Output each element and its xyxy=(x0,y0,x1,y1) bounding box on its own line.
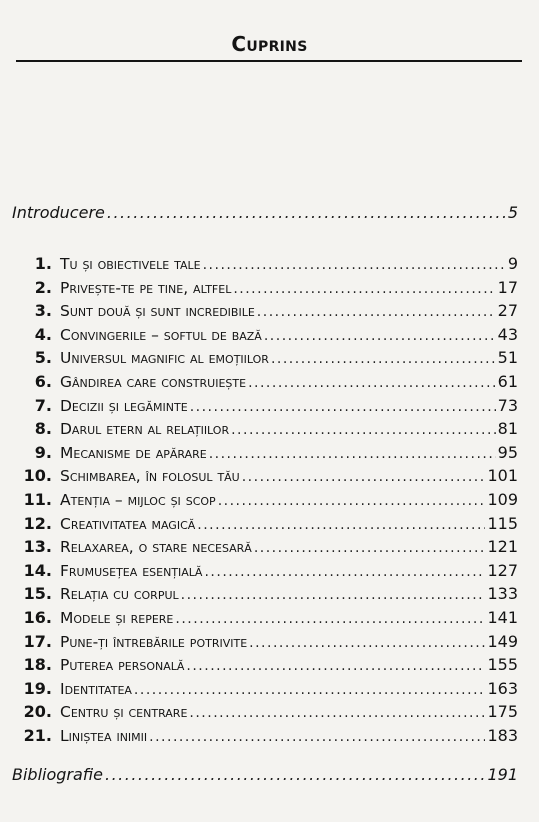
chapter-number: 17. xyxy=(23,631,52,651)
chapter-page: 109 xyxy=(487,490,518,509)
chapter-number: 11. xyxy=(23,490,52,509)
toc-entry-chapter xyxy=(22,679,518,698)
toc-entry-chapter xyxy=(22,419,518,438)
dot-leader xyxy=(190,399,496,415)
chapter-page: 73 xyxy=(497,395,518,415)
toc-entry-chapter xyxy=(22,325,518,344)
dot-leader xyxy=(105,765,485,784)
dot-leader xyxy=(189,705,485,721)
chapter-page: 17 xyxy=(497,277,518,297)
chapter-page: 155 xyxy=(487,655,518,675)
chapter-title: Puterea personală xyxy=(60,656,185,675)
dot-leader xyxy=(248,375,496,391)
chapter-title: Gândirea care construiește xyxy=(60,373,247,391)
toc-entry-chapter xyxy=(22,301,518,320)
dot-leader xyxy=(254,540,486,556)
chapter-title: Schimbarea, în folosul tău xyxy=(60,467,240,486)
chapter-number: 2. xyxy=(34,277,52,297)
chapter-title: Creativitatea magică xyxy=(60,514,196,533)
dot-leader xyxy=(181,587,486,603)
chapter-number: 15. xyxy=(23,584,52,604)
toc-entry-chapter xyxy=(22,396,518,415)
chapter-title: Pune-ți întrebările potrivite xyxy=(60,632,248,651)
dot-leader xyxy=(209,446,496,462)
dot-leader xyxy=(186,658,485,674)
chapter-number: 19. xyxy=(23,678,52,698)
chapter-title: Liniștea inimii xyxy=(60,727,148,745)
chapter-number: 20. xyxy=(23,702,52,722)
chapter-number: 5. xyxy=(34,348,52,368)
chapter-page: 43 xyxy=(497,324,518,344)
chapter-page: 9 xyxy=(507,254,518,273)
chapter-page: 95 xyxy=(497,442,518,462)
chapter-number: 14. xyxy=(23,560,52,580)
chapter-number: 12. xyxy=(23,513,52,533)
dot-leader xyxy=(197,517,485,533)
chapter-number: 13. xyxy=(23,537,52,557)
chapter-page: 175 xyxy=(487,702,518,722)
chapter-number: 10. xyxy=(23,466,52,486)
chapter-title: Convingerile – softul de bază xyxy=(60,325,262,344)
toc-entry-chapter xyxy=(22,702,518,721)
chapter-page: 61 xyxy=(497,372,518,391)
chapter-page: 101 xyxy=(487,466,518,486)
toc-entry-chapter xyxy=(22,632,518,651)
toc-entry-label: Bibliografie xyxy=(12,765,103,784)
chapter-number: 1. xyxy=(34,254,52,273)
toc-entry-bibliography xyxy=(12,765,518,784)
dot-leader xyxy=(257,304,496,320)
chapter-page: 27 xyxy=(497,301,518,321)
toc-entry-chapter xyxy=(22,278,518,297)
chapter-title: Identitatea xyxy=(60,679,132,698)
toc-entry-chapter xyxy=(22,537,518,556)
page-title: Cuprins xyxy=(231,32,308,56)
chapter-title: Universul magnific al emoțiilor xyxy=(60,349,269,368)
toc-entry-chapter xyxy=(22,443,518,462)
chapter-title: Modele și repere xyxy=(60,609,174,627)
chapter-number: 4. xyxy=(34,324,52,344)
chapter-title: Sunt două și sunt incredibile xyxy=(60,302,255,321)
chapter-page: 149 xyxy=(487,631,518,651)
chapter-title: Mecanisme de apărare xyxy=(60,443,207,462)
toc-entry-chapter xyxy=(22,372,518,391)
chapter-title: Decizii și legăminte xyxy=(60,396,188,415)
dot-leader xyxy=(149,729,485,745)
toc-entry-chapter xyxy=(22,254,518,273)
chapter-title: Frumusețea esențială xyxy=(60,561,203,580)
chapter-page: 121 xyxy=(487,537,518,557)
chapter-page: 127 xyxy=(487,560,518,580)
chapter-title: Relaxarea, o stare necesară xyxy=(60,538,252,557)
chapter-title: Relația cu corpul xyxy=(60,585,179,604)
toc-entry-chapter xyxy=(22,348,518,367)
chapter-title: Darul etern al relațiilor xyxy=(60,420,230,439)
toc-entry-chapter xyxy=(22,561,518,580)
toc-entry-introduction xyxy=(12,203,518,222)
toc-entry-chapter xyxy=(22,608,518,627)
dot-leader xyxy=(231,422,496,438)
chapter-title: Privește-te pe tine, altfel xyxy=(60,278,232,297)
chapter-number: 9. xyxy=(34,442,52,462)
chapter-number: 3. xyxy=(34,301,52,321)
chapter-title: Tu și obiectivele tale xyxy=(60,255,201,273)
chapter-page: 51 xyxy=(497,348,518,368)
dot-leader xyxy=(107,203,506,222)
dot-leader xyxy=(218,493,486,509)
toc-entry-chapter xyxy=(22,655,518,674)
dot-leader xyxy=(233,281,495,297)
chapter-number: 21. xyxy=(23,726,52,745)
chapter-page: 133 xyxy=(487,584,518,604)
dot-leader xyxy=(204,564,485,580)
toc-entry-page: 191 xyxy=(487,765,518,784)
dot-leader xyxy=(264,328,496,344)
chapter-page: 115 xyxy=(487,513,518,533)
toc-entry-page: 5 xyxy=(507,203,518,222)
chapter-title: Atenția – mijloc și scop xyxy=(60,491,216,509)
chapter-number: 6. xyxy=(34,372,52,391)
toc-entry-chapter xyxy=(22,584,518,603)
dot-leader xyxy=(203,257,506,273)
chapter-page: 81 xyxy=(497,419,518,439)
dot-leader xyxy=(134,682,486,698)
toc-entry-chapter xyxy=(22,514,518,533)
chapter-number: 18. xyxy=(23,655,52,675)
chapter-number: 7. xyxy=(34,395,52,415)
dot-leader xyxy=(249,635,485,651)
chapter-title: Centru și centrare xyxy=(60,703,188,722)
dot-leader xyxy=(175,611,485,627)
chapter-page: 183 xyxy=(487,726,518,745)
chapter-page: 163 xyxy=(487,678,518,698)
toc-entry-label: Introducere xyxy=(12,203,105,222)
toc-entry-chapter xyxy=(22,726,518,745)
dot-leader xyxy=(271,351,496,367)
dot-leader xyxy=(242,469,486,485)
chapter-number: 16. xyxy=(23,608,52,627)
chapter-page: 141 xyxy=(487,608,518,627)
chapter-number: 8. xyxy=(34,419,52,439)
toc-entry-chapter xyxy=(22,490,518,509)
toc-entry-chapter xyxy=(22,466,518,485)
